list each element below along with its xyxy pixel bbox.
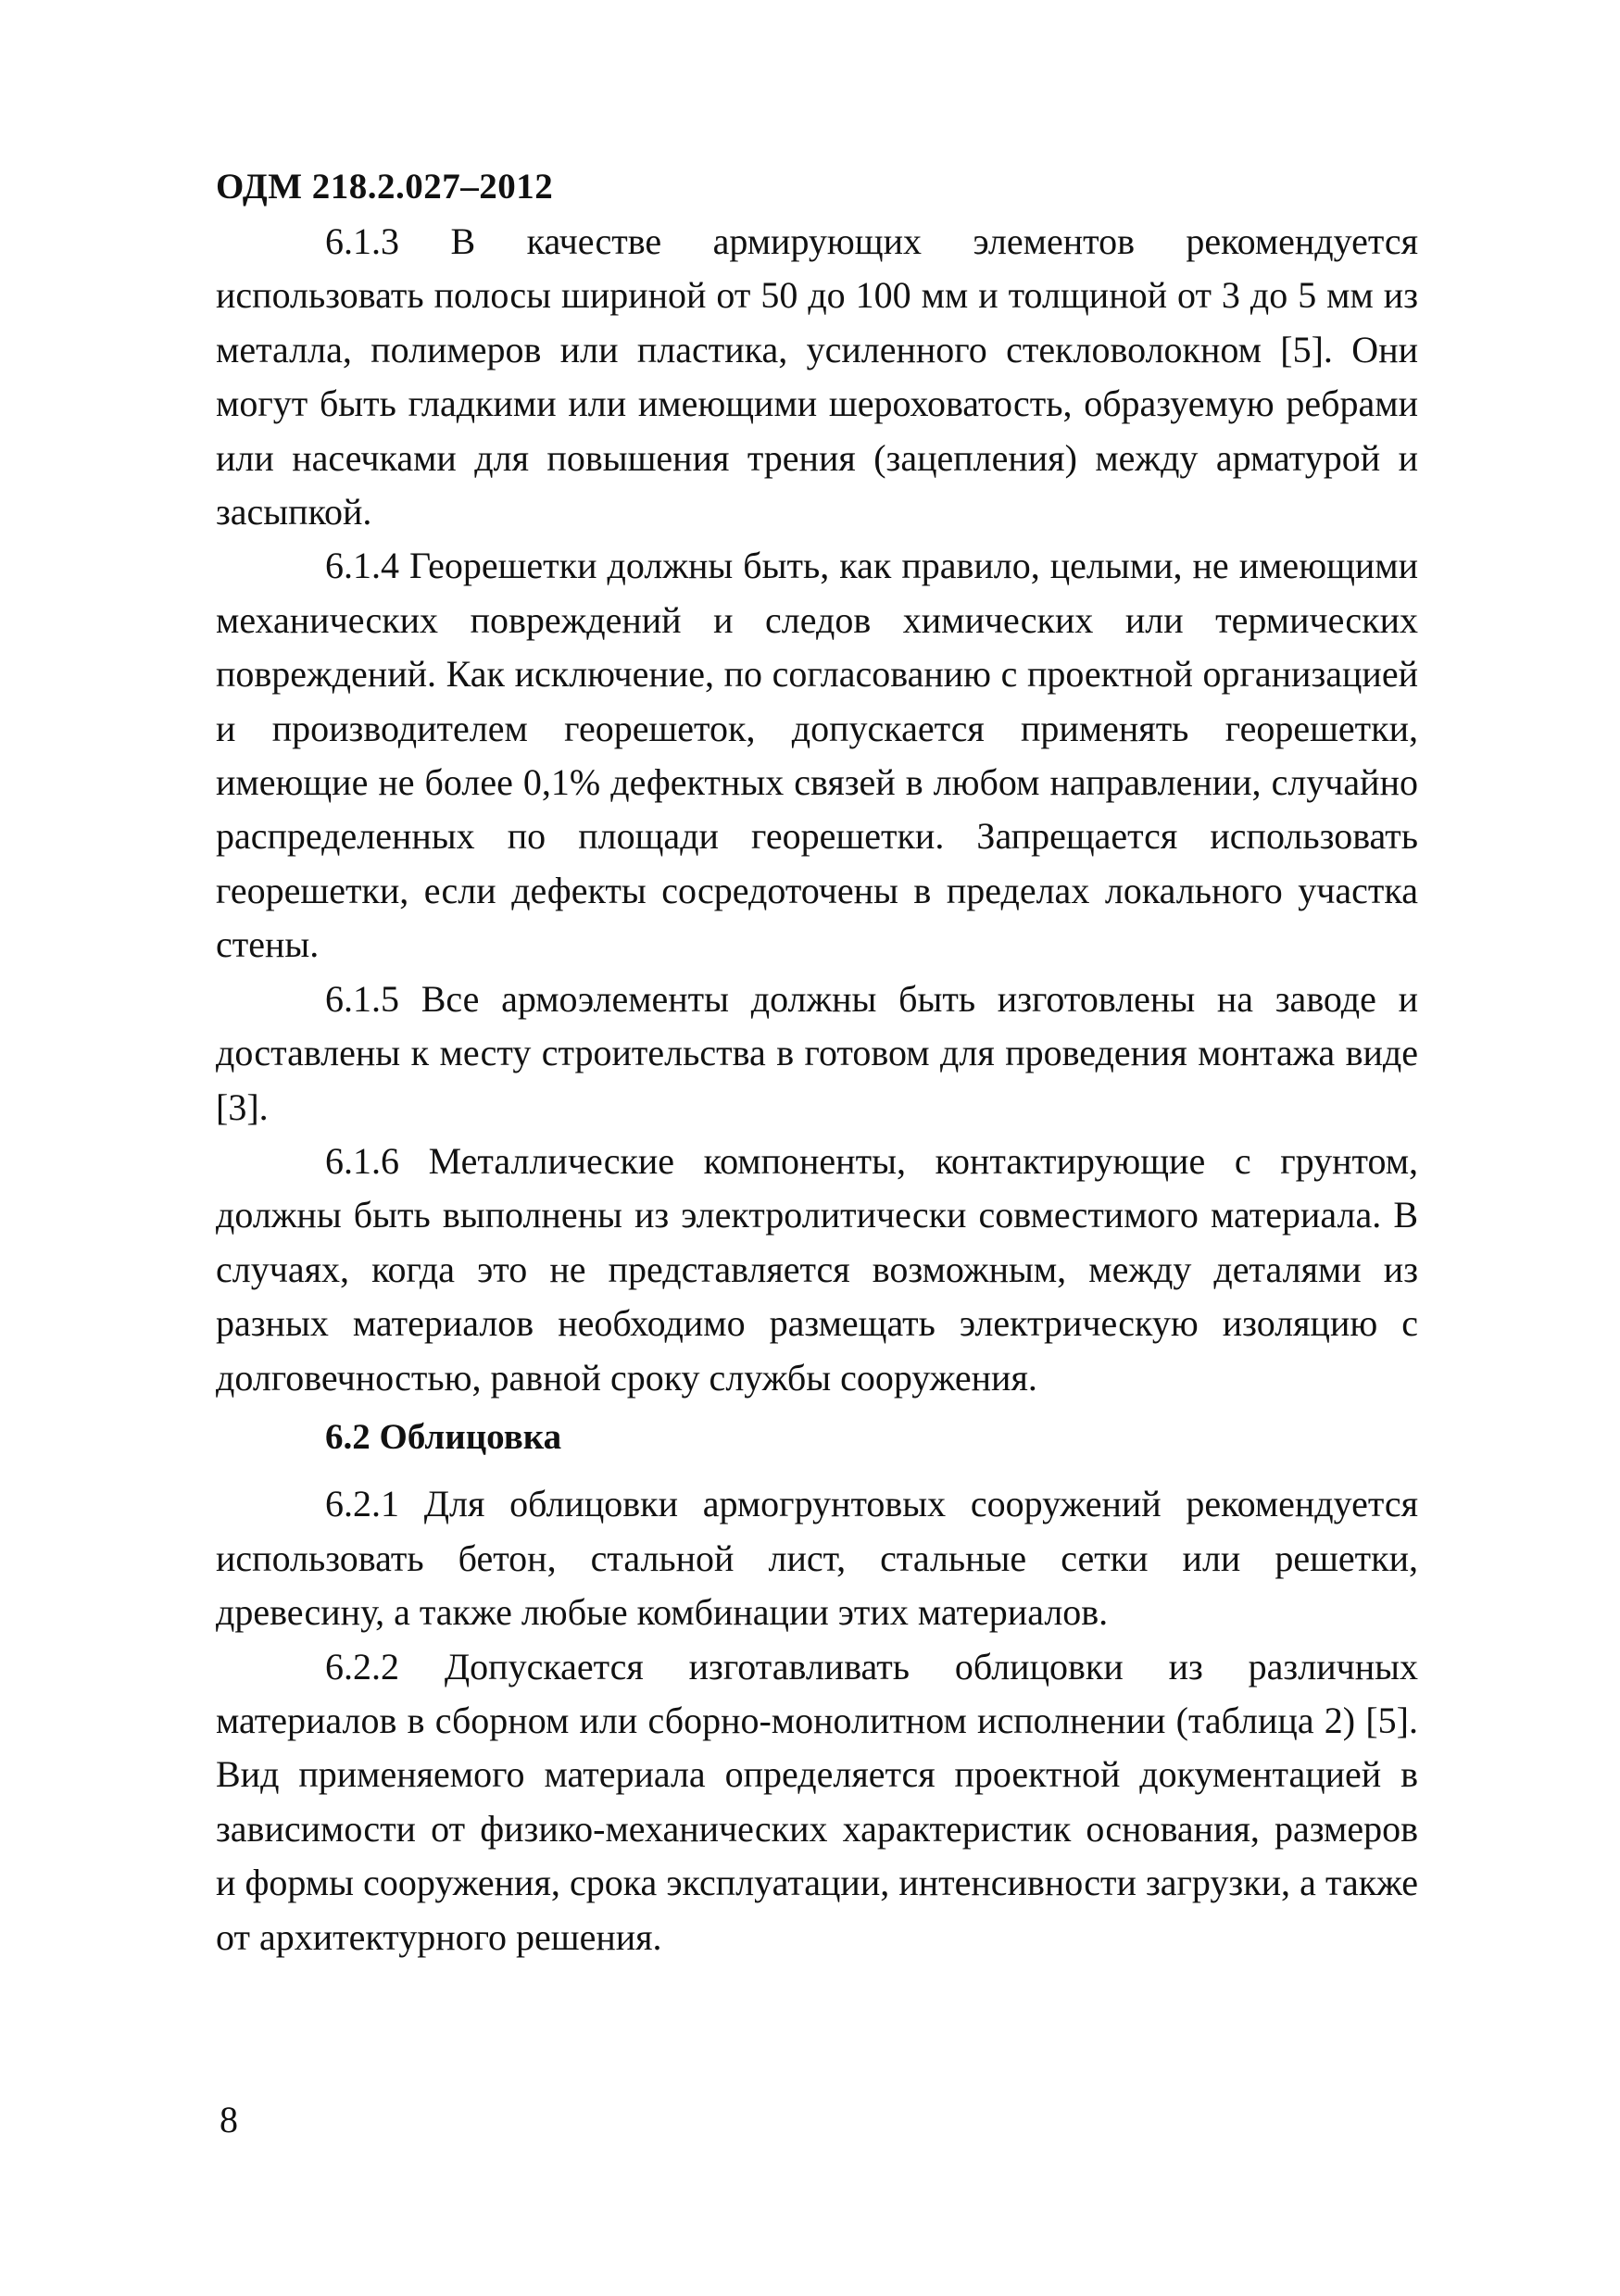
page-number: 8 — [220, 2099, 238, 2140]
paragraph-6-1-3: 6.1.3 В качестве армирующих элементов рекомендуется использовать полосы шириной от 50 до 100 мм и толщиной от 3 до 5 мм из металла, полимеров или пластика, усиленного стекловолокном [5]. Они могут быть гладкими или имеющими шероховатость, образуемую ребрами или насечками для повышения трения (зацепления) между арматурой и засыпкой. — [216, 220, 1418, 533]
paragraph-6-1-6: 6.1.6 Металлические компоненты, контактирующие с грунтом, должны быть выполнены из электролитически совместимого материала. В случаях, когда это не представляется возможным, между деталями из разных материалов необходимо размещать электрическую изоляцию с долговечностью, равной сроку службы сооружения. — [216, 1139, 1418, 1399]
paragraph-6-2-2: 6.2.2 Допускается изготавливать облицовки из различных материалов в сборном или сборно-монолитном исполнении (таблица 2) [5]. Вид применяемого материала определяется проектной документацией в зависимости от физико-механических характеристик основания, размеров и формы сооружения, срока эксплуатации, интенсивности загрузки, а также от архитектурного решения. — [216, 1645, 1418, 1958]
paragraph-6-1-5: 6.1.5 Все армоэлементы должны быть изготовлены на заводе и доставлены к месту строительства в готовом для проведения монтажа виде [3]. — [216, 977, 1418, 1128]
document-code-header: ОДМ 218.2.027–2012 — [216, 167, 554, 207]
section-heading-6-2: 6.2 Облицовка — [325, 1416, 562, 1457]
paragraph-6-2-1: 6.2.1 Для облицовки армогрунтовых сооружений рекомендуется использовать бетон, стальной лист, стальные сетки или решетки, древесину, а также любые комбинации этих материалов. — [216, 1483, 1418, 1634]
document-body — [216, 215, 1418, 1964]
paragraph-6-1-4: 6.1.4 Георешетки должны быть, как правило, целыми, не имеющими механических повреждений и следов химических или термических повреждений. Как исключение, по согласованию с проектной организацией и производителем георешеток, допускается применять георешетки, имеющие не более 0,1% дефектных связей в любом направлении, случайно распределенных по площади георешетки. Запрещается использовать георешетки, если дефекты сосредоточены в пределах локального участка стены. — [216, 545, 1418, 966]
